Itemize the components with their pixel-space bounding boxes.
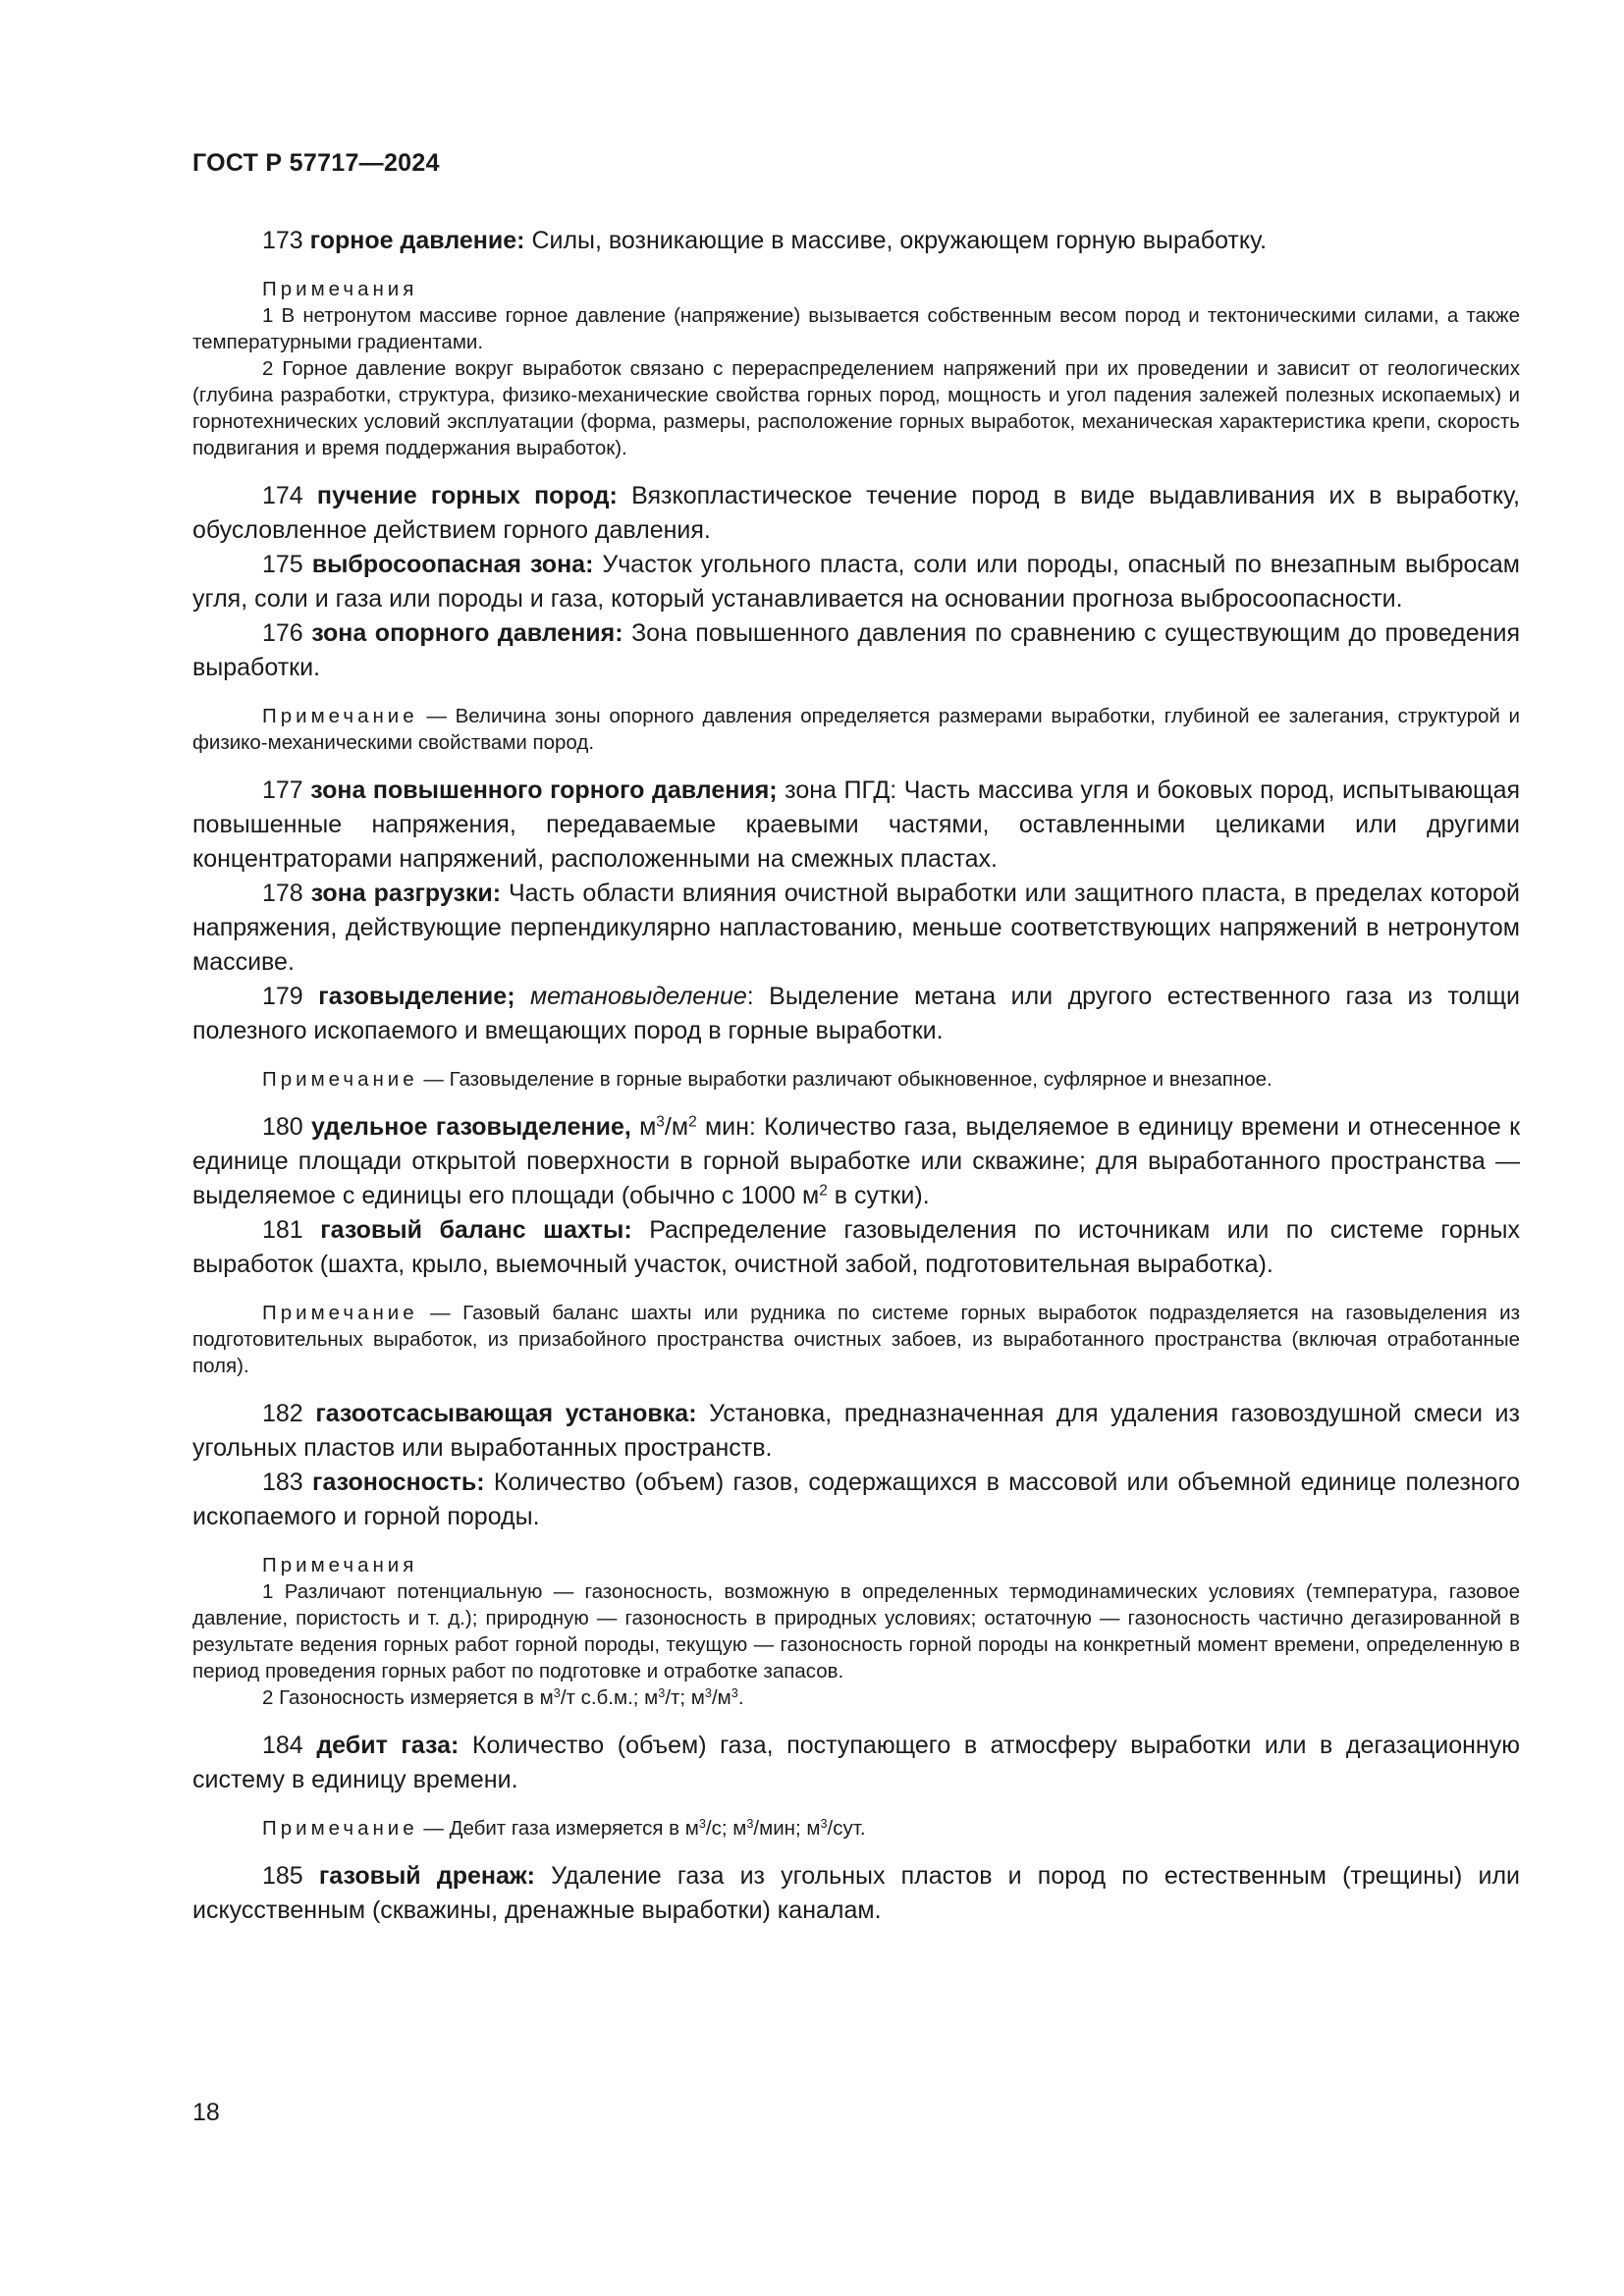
- term-title: зона опорного давления:: [311, 619, 623, 647]
- document-body: [192, 224, 1520, 1928]
- term-title: газоносность:: [312, 1468, 485, 1496]
- term-177: 177 зона повышенного горного давления; зона ПГД: Часть массива угля и боковых пород, испытывающая повышенные напряжения, передаваемые краевыми частями, оставленными целиками или другими концентраторами напряжений, расположенными на смежных пластах.: [192, 776, 1521, 873]
- note-label: Примечание: [262, 1068, 418, 1091]
- notes-label: Примечания: [262, 1554, 418, 1576]
- term-title: газовый баланс шахты:: [320, 1216, 632, 1244]
- term-184: 184 дебит газа: Количество (объем) газа, поступающего в атмосферу выработки или в дегазационную систему в единицу времени.: [192, 1732, 1520, 1793]
- note-label: Примечание: [262, 1302, 418, 1324]
- term-title: зона разгрузки:: [310, 880, 502, 907]
- note-176: Примечание — Величина зоны опорного давления определяется размерами выработки, глубиной ее залегания, структурой и физико-механическими свойствами пород.: [192, 705, 1521, 754]
- term-178: 178 зона разгрузки: Часть области влияния очистной выработки или защитного пласта, в пределах которой напряжения, действующие перпендикулярно напластованию, меньше соответствующих напряжений в нетронутом массиве.: [192, 880, 1520, 976]
- note-label: Примечание: [262, 1817, 418, 1840]
- term-176: 176 зона опорного давления: Зона повышенного давления по сравнению с существующим до проведения выработки.: [192, 619, 1520, 681]
- term-181: 181 газовый баланс шахты: Распределение газовыделения по источникам или по системе горных выработок (шахта, крыло, выемочный участок, очистной забой, подготовительная выработка).: [192, 1216, 1521, 1278]
- note-173-2: 2 Горное давление вокруг выработок связано с перераспределением напряжений при их проведении и зависит от геологических (глубина разработки, структура, физико-механические свойства горных пород, мощность и угол падения залежей полезных ископаемых) и горнотехнических условий эксплуатации (форма, размеры, расположение горных выработок, механическая характеристика крепи, скорость подвигания и время поддержания выработок).: [192, 357, 1520, 459]
- term-title: удельное газовыделение,: [311, 1113, 631, 1141]
- synonym: метановыделение: [530, 983, 747, 1010]
- term-179: 179 газовыделение; метановыделение: Выделение метана или другого естественного газа из толщи полезного ископаемого и вмещающих пород в горные выработки.: [192, 983, 1521, 1044]
- term-title: горное давление:: [309, 227, 525, 254]
- term-title: газовыделение;: [318, 983, 515, 1010]
- note-label: Примечание: [262, 705, 418, 727]
- term-180: 180 удельное газовыделение, $м^3/м^2$ мин: Количество газа, выделяемое в единицу времени и отнесенное к единице площади открытой поверхности в горной выработке или скважине; для выработанного пространства — выделяемое с единицы его площади (обычно с 1000 $м^2$ в сутки).: [192, 1113, 1521, 1209]
- notes-label: Примечания: [262, 278, 418, 300]
- note-184: Примечание — Дебит газа измеряется в $м^3/с$; $м^3$/мин; $м^3$/сут.: [262, 1816, 866, 1840]
- note-173-1: 1 В нетронутом массиве горное давление (напряжение) вызывается собственным весом пород и тектоническими силами, а также температурными градиентами.: [192, 304, 1520, 353]
- term-title: выбросоопасная зона:: [311, 551, 594, 578]
- note-183-2: 2 Газоносность измеряется в $м^3/т$ с.б.м.; $м^3/т$; $м^3/м^3$.: [262, 1685, 744, 1709]
- term-title: зона повышенного горного давления;: [310, 776, 778, 804]
- term-title: пучение горных пород:: [316, 482, 618, 509]
- note-179: Примечание — Газовыделение в горные выработки различают обыкновенное, суфлярное и внезапное.: [262, 1068, 1272, 1091]
- term-173: 173 горное давление: Силы, возникающие в массиве, окружающем горную выработку.: [262, 227, 1268, 254]
- term-183: 183 газоносность: Количество (объем) газов, содержащихся в массовой или объемной единице полезного ископаемого и горной породы.: [192, 1468, 1520, 1530]
- page-number: 18: [192, 2099, 220, 2126]
- term-185: 185 газовый дренаж: Удаление газа из угольных пластов и пород по естественным (трещины) или искусственным (скважины, дренажные выработки) каналам.: [192, 1862, 1520, 1924]
- term-title: газоотсасывающая установка:: [315, 1400, 697, 1427]
- term-174: 174 пучение горных пород: Вязкопластическое течение пород в виде выдавливания их в выработку, обусловленное действием горного давления.: [192, 482, 1521, 544]
- document-header: ГОСТ Р 57717—2024: [192, 149, 440, 177]
- term-title: газовый дренаж:: [318, 1862, 535, 1890]
- term-175: 175 выбросоопасная зона: Участок угольного пласта, соли или породы, опасный по внезапным выбросам угля, соли и газа или породы и газа, который устанавливается на основании прогноза выбросоопасности.: [192, 551, 1520, 613]
- term-title: дебит газа:: [316, 1732, 460, 1759]
- note-183-1: 1 Различают потенциальную — газоносность, возможную в определенных термодинамических условиях (температура, газовое давление, пористость и т. д.); природную — газоносность в природных условиях; остаточную — газоносность частично дегазированной в результате ведения горных работ горной породы, текущую — газоносность горной породы на конкретный момент времени, определенную в период проведения горных работ по подготовке и отработке запасов.: [192, 1580, 1520, 1682]
- term-182: 182 газоотсасывающая установка: Установка, предназначенная для удаления газовоздушной смеси из угольных пластов или выработанных пространств.: [192, 1400, 1520, 1462]
- note-181: Примечание — Газовый баланс шахты или рудника по системе горных выработок подразделяется на газовыделения из подготовительных выработок, из призабойного пространства очистных забоев, из выработанного пространства (включая отработанные поля).: [192, 1302, 1520, 1377]
